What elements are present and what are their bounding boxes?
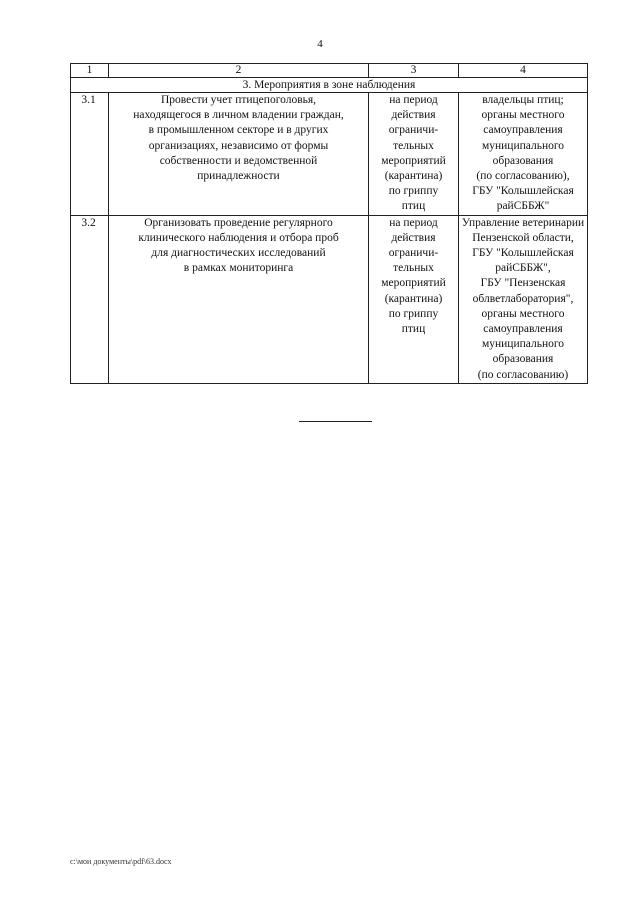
row-number: 3.2 — [71, 215, 109, 383]
page-number: 4 — [317, 38, 323, 50]
cell-line: райСББЖ", — [495, 262, 551, 275]
cell-line: клинического наблюдения и отбора проб — [138, 231, 339, 244]
cell-line: в рамках мониторинга — [183, 262, 294, 275]
cell-line: на период — [389, 94, 438, 106]
cell-line: собственности и ведомственной — [159, 154, 318, 167]
cell-line: на период — [389, 216, 438, 229]
header-col-4: 4 — [459, 64, 588, 78]
cell-line: райСББЖ" — [496, 200, 550, 213]
cell-line: органы местного — [481, 109, 565, 122]
activity-cell — [109, 93, 369, 216]
cell-line: Управление ветеринарии — [461, 216, 585, 229]
cell-line: по гриппу — [388, 307, 439, 320]
cell-line: принадлежности — [197, 170, 280, 183]
cell-line: образования — [492, 154, 554, 167]
header-col-2: 2 — [109, 64, 369, 78]
cell-line: ГБУ "Колышлейская — [472, 185, 574, 198]
cell-line: (по согласованию) — [477, 368, 569, 381]
cell-line: находящегося в личном владении граждан, — [133, 109, 344, 122]
cell-line: действия — [391, 231, 436, 244]
cell-line: мероприятий — [381, 277, 446, 290]
separator-line — [299, 421, 372, 422]
cell-line: (карантина) — [384, 292, 443, 305]
cell-line: мероприятий — [381, 154, 446, 167]
table-header-row — [71, 64, 588, 78]
activity-cell — [109, 215, 369, 383]
header-col-1: 1 — [71, 64, 109, 78]
responsible-cell — [459, 215, 588, 383]
row-number: 3.1 — [71, 93, 109, 216]
cell-line: органы местного — [481, 307, 565, 320]
measures-table — [70, 63, 588, 384]
cell-line: Пензенской области, — [472, 231, 574, 244]
cell-line: владельцы птиц; — [482, 94, 564, 106]
footer-file-path: c:\мои документы\pdf\63.docx — [70, 857, 172, 866]
period-cell — [369, 93, 459, 216]
cell-line: птиц — [401, 323, 426, 336]
cell-line: (по согласованию), — [476, 170, 570, 183]
cell-line: (карантина) — [384, 170, 443, 183]
cell-line: птиц — [401, 200, 426, 213]
cell-line: Организовать проведение регулярного — [144, 216, 333, 229]
header-col-3: 3 — [369, 64, 459, 78]
cell-line: Провести учет птицепоголовья, — [160, 94, 317, 106]
cell-line: ограничи- — [388, 247, 439, 260]
cell-line: действия — [391, 109, 436, 122]
cell-line: в промышленном секторе и в других — [148, 124, 329, 137]
cell-line: по гриппу — [388, 185, 439, 198]
responsible-cell — [459, 93, 588, 216]
cell-line: образования — [492, 353, 554, 366]
cell-line: для диагностических исследований — [151, 247, 326, 260]
cell-line: тельных — [393, 262, 434, 275]
cell-line: самоуправления — [483, 323, 563, 336]
section-row — [71, 78, 588, 93]
cell-line: тельных — [393, 139, 434, 152]
cell-line: муниципального — [481, 338, 565, 351]
table-row — [71, 93, 588, 216]
section-title: 3. Мероприятия в зоне наблюдения — [71, 78, 588, 93]
period-cell — [369, 215, 459, 383]
cell-line: облветлаборатория", — [472, 292, 574, 305]
cell-line: организациях, независимо от формы — [148, 139, 329, 152]
cell-line: муниципального — [481, 139, 565, 152]
cell-line: самоуправления — [483, 124, 563, 137]
cell-line: ГБУ "Пензенская — [480, 277, 566, 290]
cell-line: ГБУ "Колышлейская — [472, 247, 574, 260]
table-row — [71, 215, 588, 383]
cell-line: ограничи- — [388, 124, 439, 137]
